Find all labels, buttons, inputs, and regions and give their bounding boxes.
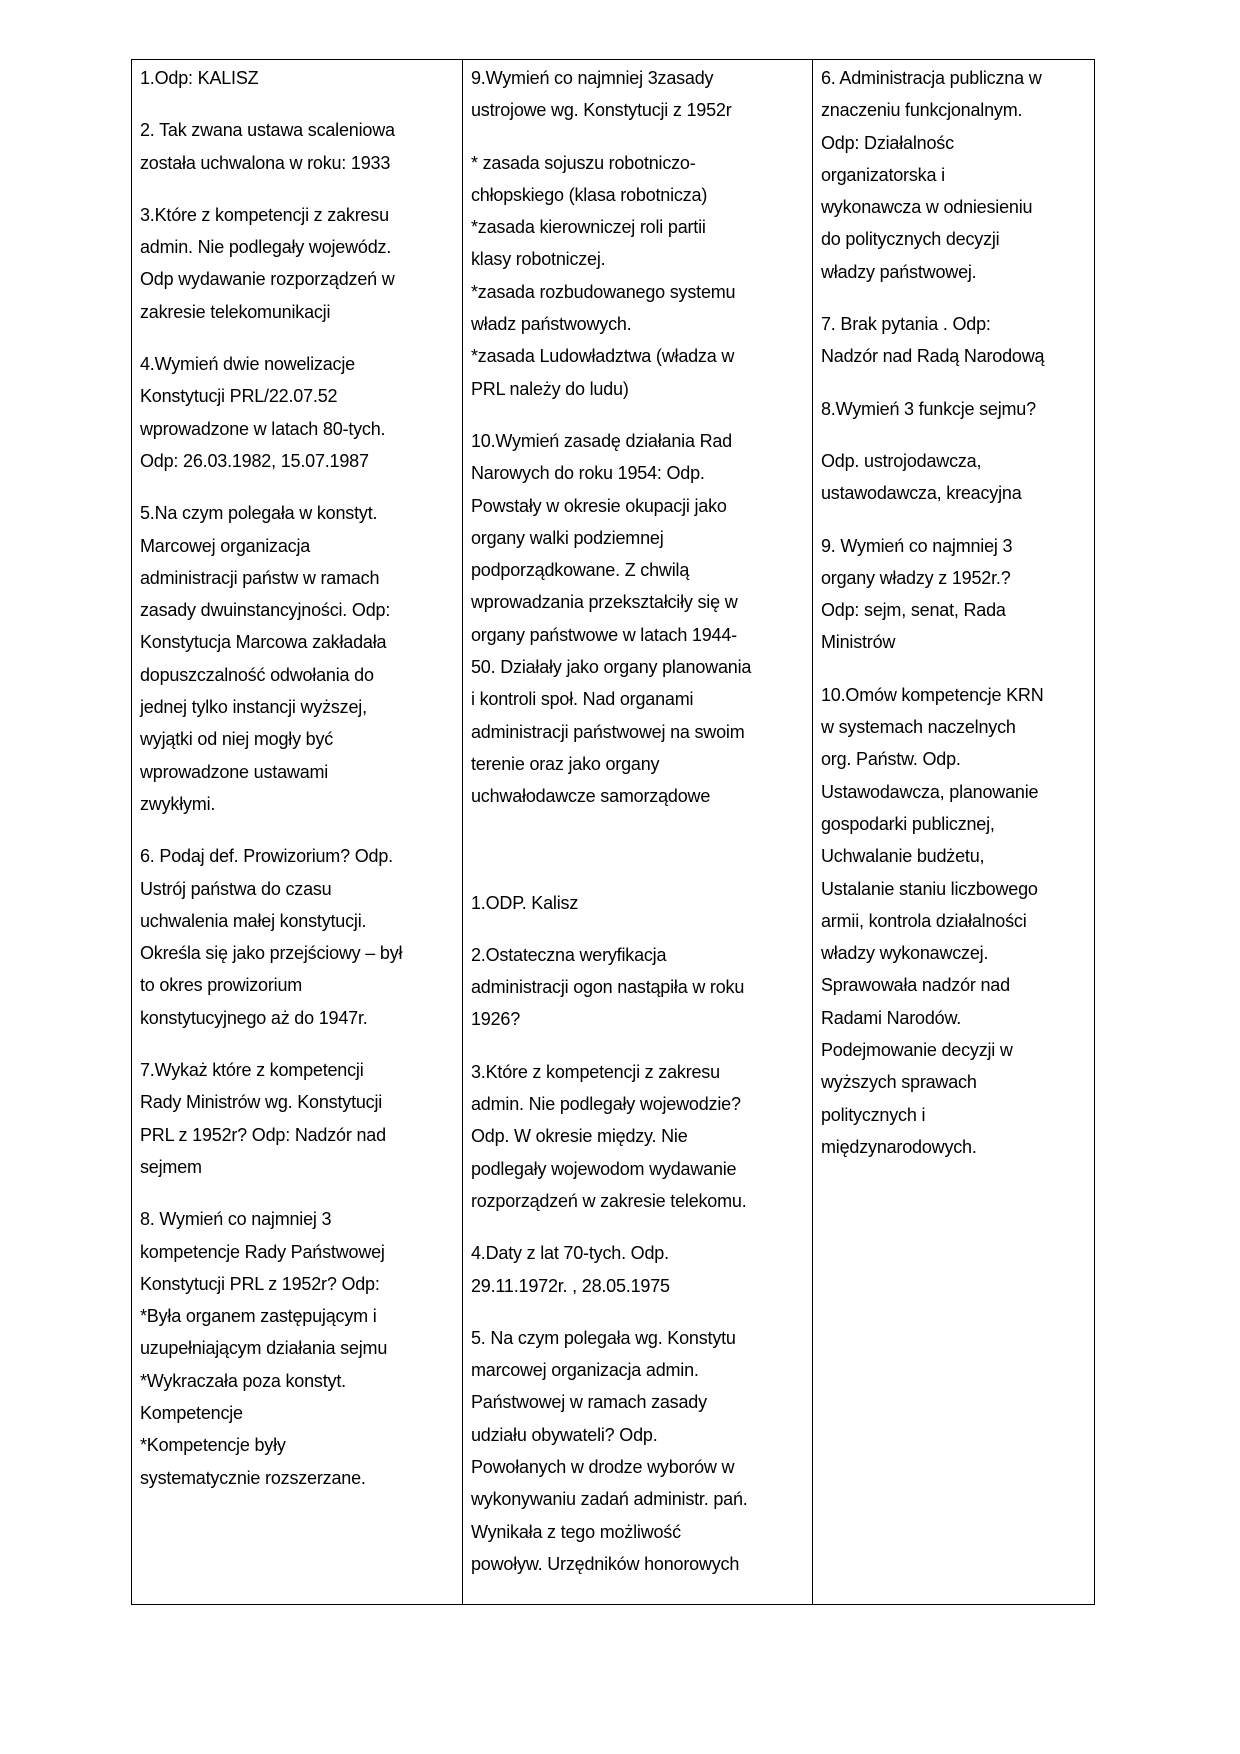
text-line: 29.11.1972r. , 28.05.1975 (471, 1275, 670, 1296)
text-line: 3.Które z kompetencji z zakresu (471, 1061, 720, 1082)
text-line: systematycznie rozszerzane. (140, 1467, 366, 1488)
text-line: konstytucyjnego aż do 1947r. (140, 1007, 368, 1028)
text-line: *zasada kierowniczej roli partii (471, 217, 706, 238)
text-line: jednej tylko instancji wyższej, (140, 697, 367, 718)
text-line: Konstytucja Marcowa zakładała (140, 632, 387, 653)
text-line: 2.Ostateczna weryfikacja (471, 944, 667, 965)
text-line: organizatorska i (821, 164, 945, 185)
qa-item (471, 147, 806, 405)
text-line: Nadzór nad Radą Narodową (821, 346, 1045, 367)
text-line: wyjątki od niej mogły być (140, 729, 334, 750)
text-line: i kontroli społ. Nad organami (471, 689, 694, 710)
text-line: Określa się jako przejściowy – był (140, 943, 403, 964)
text-line: wykonawcza w odniesieniu (821, 197, 1033, 218)
text-line: Marcowej organizacja (140, 535, 311, 556)
text-line: *Kompetencje były (140, 1435, 286, 1456)
text-line: 1.Odp: KALISZ (140, 68, 259, 88)
text-line: PRL należy do ludu) (471, 378, 629, 399)
text-line: Państwowej w ramach zasady (471, 1392, 707, 1413)
qa-item (471, 425, 806, 813)
text-line: 9.Wymień co najmniej 3zasady (471, 68, 714, 88)
text-line: org. Państw. Odp. (821, 749, 961, 770)
qa-table (131, 59, 1095, 1605)
text-line: uchwałodawcze samorządowe (471, 786, 711, 807)
text-line: *zasada rozbudowanego systemu (471, 281, 736, 302)
qa-item (471, 62, 806, 127)
text-line: Uchwalanie budżetu, (821, 846, 985, 867)
text-line: podporządkowane. Z chwilą (471, 560, 690, 581)
text-line: 10.Wymień zasadę działania Rad (471, 430, 732, 451)
text-line: 10.Omów kompetencje KRN (821, 684, 1044, 705)
text-line: 4.Daty z lat 70-tych. Odp. (471, 1243, 669, 1264)
text-line: *Była organem zastępującym i (140, 1306, 377, 1327)
text-line: klasy robotniczej. (471, 249, 606, 270)
text-line: gospodarki publicznej, (821, 813, 995, 834)
qa-item (140, 199, 456, 328)
text-line: ustawodawcza, kreacyjna (821, 483, 1022, 504)
text-line: zwykłymi. (140, 793, 216, 814)
text-line: Kompetencje (140, 1402, 243, 1423)
qa-item (821, 308, 1088, 373)
text-line: 8.Wymień 3 funkcje sejmu? (821, 398, 1036, 419)
text-line: marcowej organizacja admin. (471, 1360, 699, 1381)
text-line: wyższych sprawach (821, 1072, 977, 1093)
text-line: terenie oraz jako organy (471, 753, 660, 774)
text-line: władzy wykonawczej. (821, 943, 989, 964)
table-column-middle (462, 60, 812, 1604)
text-line: 1926? (471, 1009, 521, 1030)
text-line: Odp: 26.03.1982, 15.07.1987 (140, 450, 369, 471)
text-line: ustrojowe wg. Konstytucji z 1952r (471, 100, 732, 121)
text-line: 3.Które z kompetencji z zakresu (140, 204, 389, 225)
qa-item (471, 1237, 806, 1302)
text-line: w systemach naczelnych (821, 717, 1016, 738)
text-line: Powstały w okresie okupacji jako (471, 495, 727, 516)
text-line: 6. Podaj def. Prowizorium? Odp. (140, 846, 393, 867)
text-line: Narowych do roku 1954: Odp. (471, 463, 705, 484)
text-line: Powołanych w drodze wyborów w (471, 1456, 735, 1477)
text-line: Odp. ustrojodawcza, (821, 450, 982, 471)
text-line: wprowadzone ustawami (140, 761, 329, 782)
table-column-left (132, 60, 462, 1604)
text-line: to okres prowizorium (140, 975, 303, 996)
qa-item (821, 62, 1088, 288)
text-line: Odp: sejm, senat, Rada (821, 600, 1006, 621)
text-line: Wynikała z tego możliwość (471, 1521, 681, 1542)
text-line: wprowadzania przekształciły się w (471, 592, 738, 613)
text-line: Ustalanie staniu liczbowego (821, 878, 1038, 899)
text-line: administracji ogon nastąpiła w roku (471, 977, 745, 998)
text-line: wykonywaniu zadań administr. pań. (471, 1489, 748, 1510)
text-line: Odp. W okresie między. Nie (471, 1126, 688, 1147)
text-line: Ustawodawcza, planowanie (821, 781, 1039, 802)
text-line: organy walki podziemnej (471, 527, 664, 548)
text-line: admin. Nie podlegały wojewodzie? (471, 1094, 741, 1115)
qa-item (471, 1056, 806, 1217)
text-line: 7. Brak pytania . Odp: (821, 314, 991, 335)
text-line: zasady dwuinstancyjności. Odp: (140, 600, 391, 621)
text-line: Konstytucji PRL z 1952r? Odp: (140, 1273, 380, 1294)
qa-item (471, 939, 806, 1036)
text-line: Odp wydawanie rozporządzeń w (140, 269, 395, 290)
qa-item (471, 887, 806, 919)
text-line: *Wykraczała poza konstyt. (140, 1370, 346, 1391)
qa-item (821, 393, 1088, 425)
qa-item (471, 1322, 806, 1580)
text-line: 5.Na czym polegała w konstyt. (140, 503, 378, 524)
text-line: władzy państwowej. (821, 261, 977, 282)
text-line: administracji państwowej na swoim (471, 721, 745, 742)
text-line: dopuszczalność odwołania do (140, 664, 374, 685)
text-line: administracji państw w ramach (140, 567, 380, 588)
qa-item (140, 840, 456, 1034)
text-line: 4.Wymień dwie nowelizacje (140, 354, 355, 375)
text-line: Rady Ministrów wg. Konstytucji (140, 1092, 383, 1113)
text-line: Ministrów (821, 632, 896, 653)
qa-item (821, 679, 1088, 1163)
text-line: sejmem (140, 1156, 202, 1177)
text-line: zakresie telekomunikacji (140, 301, 331, 322)
text-line: powoływ. Urzędników honorowych (471, 1553, 740, 1574)
qa-item (140, 114, 456, 179)
qa-item (140, 1054, 456, 1183)
text-line: Odp: Działalnośc (821, 132, 954, 153)
text-line: uchwalenia małej konstytucji. (140, 910, 367, 931)
text-line: * zasada sojuszu robotniczo- (471, 152, 696, 173)
text-line: władz państwowych. (471, 314, 632, 335)
text-line: udziału obywateli? Odp. (471, 1424, 658, 1445)
text-line: chłopskiego (klasa robotnicza) (471, 184, 708, 205)
text-line: admin. Nie podlegały wojewódz. (140, 237, 392, 258)
qa-item (140, 348, 456, 477)
qa-item (140, 497, 456, 820)
text-line: 6. Administracja publiczna w (821, 68, 1042, 88)
text-line: uzupełniającym działania sejmu (140, 1338, 388, 1359)
text-line: Sprawowała nadzór nad (821, 975, 1010, 996)
text-line: Podejmowanie decyzji w (821, 1040, 1013, 1061)
text-line: kompetencje Rady Państwowej (140, 1241, 385, 1262)
text-line: Ustrój państwa do czasu (140, 878, 332, 899)
text-line: *zasada Ludowładztwa (władza w (471, 346, 735, 367)
text-line: Konstytucji PRL/22.07.52 (140, 386, 338, 407)
text-line: 7.Wykaż które z kompetencji (140, 1060, 364, 1081)
text-line: organy władzy z 1952r.? (821, 567, 1011, 588)
table-column-right (812, 60, 1094, 1604)
text-line: rozporządzeń w zakresie telekomu. (471, 1190, 747, 1211)
text-line: PRL z 1952r? Odp: Nadzór nad (140, 1124, 386, 1145)
qa-item (140, 62, 456, 94)
text-line: wprowadzone w latach 80-tych. (140, 418, 386, 439)
text-line: do politycznych decyzji (821, 229, 1000, 250)
text-line: podlegały wojewodom wydawanie (471, 1158, 737, 1179)
text-line: organy państwowe w latach 1944- (471, 624, 737, 645)
qa-item (821, 445, 1088, 510)
text-line: Radami Narodów. (821, 1007, 962, 1028)
text-line: 9. Wymień co najmniej 3 (821, 535, 1013, 556)
text-line: politycznych i (821, 1104, 926, 1125)
text-line: armii, kontrola działalności (821, 910, 1027, 931)
qa-item (140, 1203, 456, 1494)
qa-item (821, 530, 1088, 659)
text-line: została uchwalona w roku: 1933 (140, 152, 391, 173)
text-line: 5. Na czym polegała wg. Konstytu (471, 1327, 736, 1348)
text-line: międzynarodowych. (821, 1136, 977, 1157)
text-line: 2. Tak zwana ustawa scaleniowa (140, 120, 395, 141)
text-line: 8. Wymień co najmniej 3 (140, 1209, 332, 1230)
text-line: znaczeniu funkcjonalnym. (821, 100, 1023, 121)
text-line: 50. Działały jako organy planowania (471, 657, 752, 678)
text-line: 1.ODP. Kalisz (471, 892, 579, 913)
